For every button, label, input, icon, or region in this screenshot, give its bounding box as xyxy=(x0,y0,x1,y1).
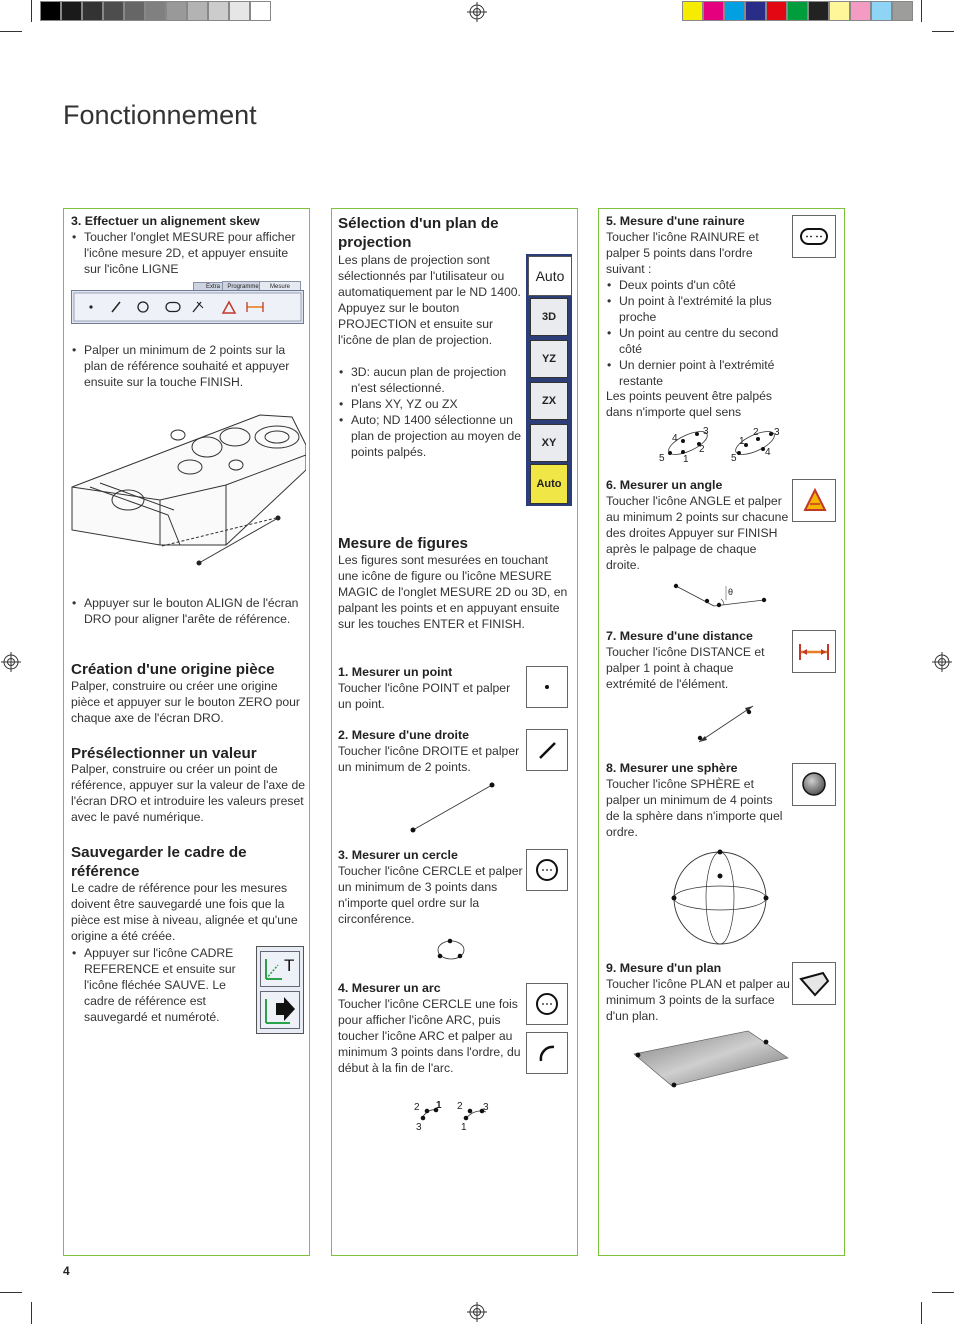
projection-plane-panel xyxy=(526,254,572,506)
s4-title: 4. Mesurer un arc xyxy=(338,981,441,995)
slot-diagram xyxy=(655,423,785,465)
step3-bullets xyxy=(71,229,306,277)
paragraph-figures: Les figures sont mesurées en touchant une icône de figure ou l'icône MESURE MAGIC de l'onglet MESURE 2D ou 3D, en palpant les points et en appuyant ensuite sur les touches ENTER et FINISH. xyxy=(338,553,568,631)
s5-title: 5. Mesure d'une rainure xyxy=(606,214,745,228)
list-item: • Deux points d'un côté xyxy=(606,277,791,293)
s4-text: Toucher l'icône CERCLE une fois pour afficher l'icône ARC, puis toucher l'icône ARC et palper au minimum 3 points dans l'ordre, du début à la fin de l'arc. xyxy=(338,997,521,1075)
slot-label: 5 xyxy=(659,453,665,464)
circle-icon-2[interactable] xyxy=(526,983,568,1025)
slot-label: 5 xyxy=(731,453,737,464)
s5-text: Toucher l'icône RAINURE et palper 5 points dans l'ordre suivant : xyxy=(606,230,759,276)
angle-label: θ xyxy=(728,587,734,597)
s2-text: Toucher l'icône DROITE et palper un minimum de 2 points. xyxy=(338,744,520,774)
list-item: • Palper un minimum de 2 points sur la plan de référence souhaité et appuyer ensuite sur la touche FINISH. xyxy=(71,342,306,390)
s6-text: Toucher l'icône ANGLE et palper au minimum 2 points sur chacune des droites Appuyer sur FINISH après le palpage de chaque droite. xyxy=(606,494,789,572)
page-number: 4 xyxy=(63,1264,70,1278)
s3-text: Toucher l'icône CERCLE et palper un minimum de 3 points dans n'importe quel ordre sur la circonférence. xyxy=(338,864,523,926)
paragraph-save: Le cadre de référence pour les mesures doivent être sauvegardé une fois que la pièce est mise à niveau, alignée et qu'une origine a été créée. xyxy=(71,881,298,943)
heading-save: Sauvegarder le cadre de référence xyxy=(71,844,247,880)
arc-label: 2 xyxy=(414,1102,420,1113)
list-item: • Toucher l'onglet MESURE pour afficher l'icône mesure 2D, et appuyer ensuite sur l'icône LIGNE xyxy=(71,229,306,277)
registration-mark-bottom xyxy=(467,1302,487,1322)
workpiece-illustration xyxy=(70,395,306,580)
arc-label: 2 xyxy=(457,1101,463,1112)
page-title: Fonctionnement xyxy=(63,100,257,130)
angle-icon[interactable] xyxy=(792,479,836,522)
s7-text: Toucher l'icône DISTANCE et palper 1 point à chaque extrémité de l'élément. xyxy=(606,645,765,691)
list-item: • Auto; ND 1400 sélectionne un plan de projection au moyen de points palpés. xyxy=(338,412,523,460)
arc-label: 3 xyxy=(483,1102,489,1113)
heading-origin: Création d'une origine pièce xyxy=(71,661,275,678)
s7-title: 7. Mesure d'une distance xyxy=(606,629,753,643)
heading-preset: Présélectionner un valeur xyxy=(71,745,257,762)
s2-title: 2. Mesure d'une droite xyxy=(338,728,470,742)
sphere-diagram xyxy=(668,846,772,946)
list-item: • Plans XY, YZ ou ZX xyxy=(338,396,523,412)
tab-mesure[interactable]: Mesure xyxy=(259,281,301,293)
s8-text: Toucher l'icône SPHÈRE et palper un minimum de 4 points de la sphère dans n'importe quel ordre. xyxy=(606,777,783,839)
tab-extra[interactable]: Extra xyxy=(193,282,233,293)
s3-title: 3. Mesurer un cercle xyxy=(338,848,458,862)
s9-text: Toucher l'icône PLAN et palper au minimum 3 points de la surface d'un plan. xyxy=(606,977,790,1023)
s8-title: 8. Mesurer une sphère xyxy=(606,761,738,775)
arc-label: 3 xyxy=(416,1122,422,1133)
list-item: • Appuyer sur l'icône CADRE REFERENCE et ensuite sur l'icône fléchée SAUVE. Le cadre de référence est sauvegardé et numéroté. xyxy=(71,945,251,1025)
distance-icon[interactable] xyxy=(792,630,836,673)
line-icon[interactable] xyxy=(526,729,568,771)
registration-mark-right xyxy=(932,652,952,672)
heading-figures: Mesure de figures xyxy=(338,535,468,552)
toolbar-icons xyxy=(71,290,304,324)
list-item: • Un dernier point à l'extrémité restante xyxy=(606,357,791,389)
slot-label: 4 xyxy=(765,447,771,458)
arc-diagram xyxy=(410,1096,500,1134)
s9-title: 9. Mesure d'un plan xyxy=(606,961,722,975)
list-item: • Un point à l'extrémité la plus proche xyxy=(606,293,791,325)
datum-t-label: T xyxy=(284,956,295,975)
paragraph-plane: Les plans de projection sont sélectionnés par l'utilisateur ou automatiquement par le ND 1400. Appuyez sur le bouton PROJECTION et ensuite sur l'icône de plan de projection. xyxy=(338,253,521,347)
circle-icon[interactable] xyxy=(526,849,568,891)
auto-mode-display: Auto xyxy=(528,256,572,296)
slot-label: 2 xyxy=(753,427,759,438)
plane-xy-button[interactable]: XY xyxy=(530,424,568,462)
plane-icon[interactable] xyxy=(792,962,836,1005)
plane-zx-button[interactable]: ZX xyxy=(530,382,568,420)
slot-label: 3 xyxy=(703,426,709,437)
s1-text: Toucher l'icône POINT et palper un point. xyxy=(338,681,511,711)
s5-after: Les points peuvent être palpés dans n'importe quel sens xyxy=(606,389,773,419)
slot-label: 1 xyxy=(739,436,745,447)
slot-icon[interactable] xyxy=(792,215,836,258)
line-diagram xyxy=(408,780,498,835)
point-icon[interactable] xyxy=(526,666,568,708)
heading-plane: Sélection d'un plan de projection xyxy=(338,215,499,251)
list-item: • Appuyer sur le bouton ALIGN de l'écran DRO pour aligner l'arête de référence. xyxy=(71,595,306,627)
circle-diagram xyxy=(433,936,469,964)
paragraph-preset: Palper, construire ou créer un point de référence, appuyer sur la valeur de l'axe de l'écran DRO et introduire les valeurs preset avec le pavé numérique. xyxy=(71,762,306,824)
measure-toolbar xyxy=(71,280,304,324)
plane-auto-button[interactable]: Auto xyxy=(530,464,568,504)
datum-frame-icon[interactable] xyxy=(260,951,300,987)
tab-programme[interactable]: Programme xyxy=(222,281,264,293)
arc-label: 1 xyxy=(461,1122,467,1133)
datum-icons xyxy=(256,946,304,1034)
plane-diagram xyxy=(632,1028,792,1092)
sphere-icon[interactable] xyxy=(792,763,836,806)
slot-label: 2 xyxy=(699,444,705,455)
paragraph-origin: Palper, construire ou créer une origine pièce et appuyer sur le bouton ZERO pour chaque axe de l'écran DRO. xyxy=(71,679,300,725)
s1-title: 1. Mesurer un point xyxy=(338,665,453,679)
plane-3d-button[interactable]: 3D xyxy=(530,298,568,336)
slot-label: 4 xyxy=(672,433,678,444)
arc-icon[interactable] xyxy=(526,1032,568,1074)
slot-label: 3 xyxy=(774,427,780,438)
step3-title: 3. Effectuer un alignement skew xyxy=(71,214,260,228)
list-item: • Un point au centre du second côté xyxy=(606,325,791,357)
distance-diagram xyxy=(690,700,760,748)
plane-yz-button[interactable]: YZ xyxy=(530,340,568,378)
s6-title: 6. Mesurer un angle xyxy=(606,478,723,492)
list-item: • 3D: aucun plan de projection n'est sélectionné. xyxy=(338,364,523,396)
registration-mark-top xyxy=(467,2,487,22)
registration-mark-left xyxy=(1,652,21,672)
save-arrow-icon[interactable] xyxy=(260,991,300,1029)
slot-label: 1 xyxy=(683,454,689,465)
angle-diagram xyxy=(672,580,772,612)
arc-label: 1 xyxy=(436,1100,442,1111)
